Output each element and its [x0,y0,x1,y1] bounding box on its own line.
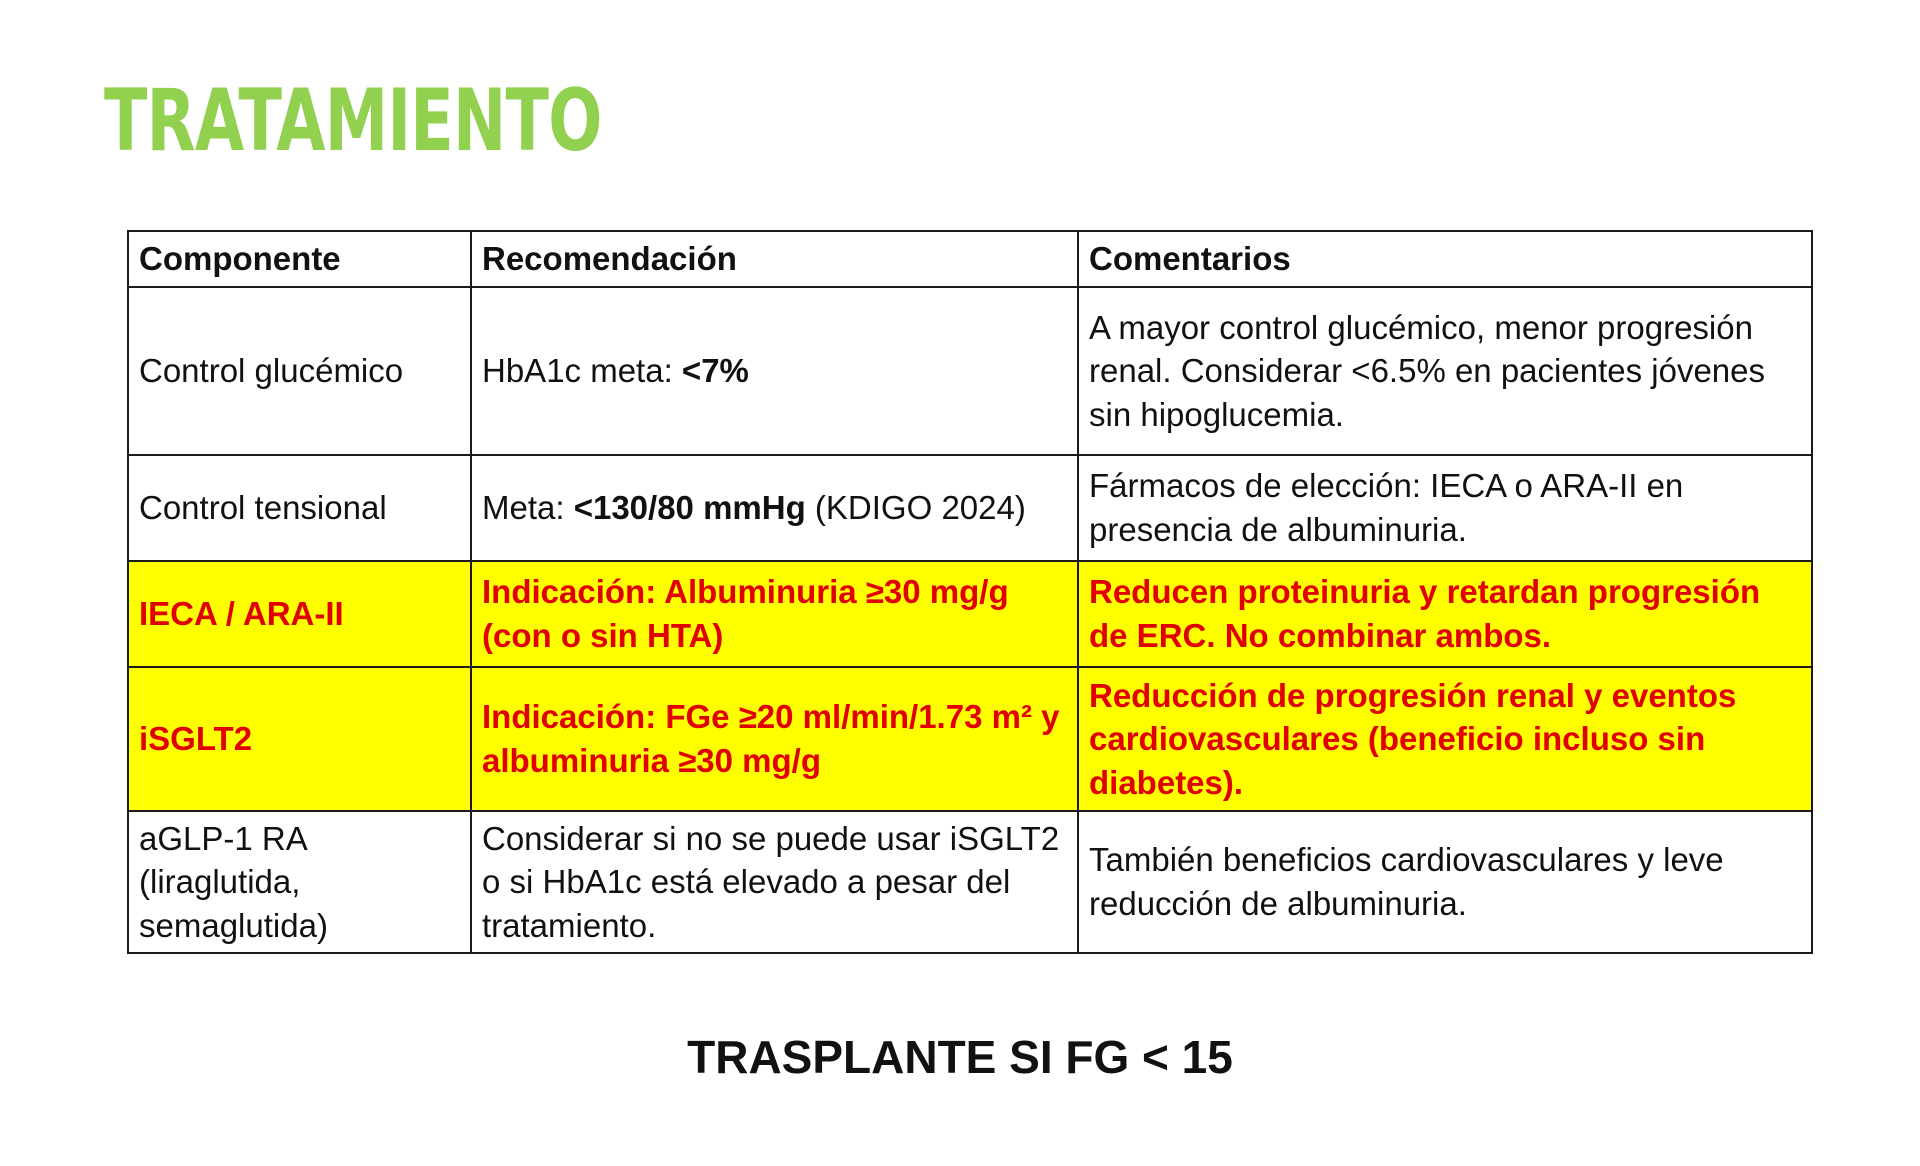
cell-componente: Control tensional [128,455,471,561]
recomendacion-text: HbA1c meta: [482,352,682,390]
cell-componente: iSGLT2 [128,667,471,811]
cell-componente: Control glucémico [128,287,471,455]
cell-comentario: También beneficios cardiovasculares y leve reducción de albuminuria. [1078,811,1812,953]
recomendacion-suffix: (KDIGO 2024) [805,489,1026,527]
cell-componente: IECA / ARA-II [128,561,471,667]
table-header-row [128,231,1812,287]
table-row-highlighted [128,667,1812,811]
table-row [128,455,1812,561]
cell-comentario: Fármacos de elección: IECA o ARA-II en presencia de albuminuria. [1078,455,1812,561]
cell-recomendacion [471,455,1078,561]
page-title: TRATAMIENTO [104,71,602,171]
table-row-highlighted [128,561,1812,667]
recomendacion-text: Meta: [482,489,574,527]
cell-componente: aGLP-1 RA (liraglutida, semaglutida) [128,811,471,953]
table-row [128,287,1812,455]
cell-recomendacion: Indicación: FGe ≥20 ml/min/1.73 m² y albuminuria ≥30 mg/g [471,667,1078,811]
cell-comentario: Reducción de progresión renal y eventos cardiovasculares (beneficio incluso sin diabetes). [1078,667,1812,811]
recomendacion-emphasis: <7% [681,352,749,390]
recomendacion-emphasis: <130/80 mmHg [573,489,806,527]
table-row [128,811,1812,953]
cell-recomendacion: Considerar si no se puede usar iSGLT2 o si HbA1c está elevado a pesar del tratamiento. [471,811,1078,953]
column-header-comentarios: Comentarios [1078,231,1812,287]
column-header-recomendacion: Recomendación [471,231,1078,287]
cell-comentario: Reducen proteinuria y retardan progresión de ERC. No combinar ambos. [1078,561,1812,667]
cell-recomendacion [471,287,1078,455]
cell-comentario: A mayor control glucémico, menor progresión renal. Considerar <6.5% en pacientes jóvenes sin hipoglucemia. [1078,287,1812,455]
transplant-note: TRASPLANTE SI FG < 15 [687,1031,1233,1083]
column-header-componente: Componente [128,231,471,287]
treatment-table [127,230,1813,954]
cell-recomendacion: Indicación: Albuminuria ≥30 mg/g (con o sin HTA) [471,561,1078,667]
